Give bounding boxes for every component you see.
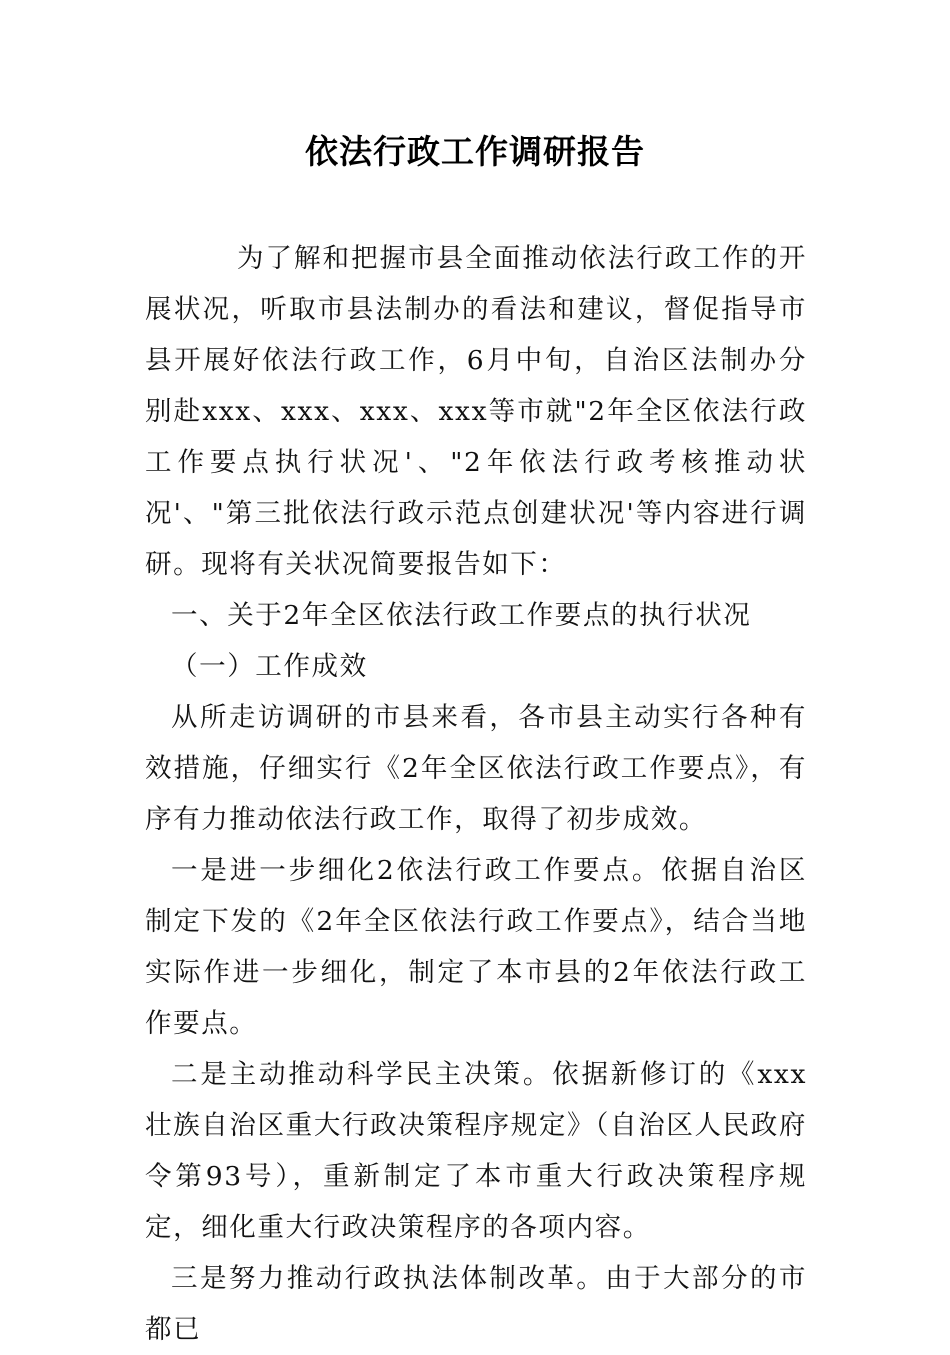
paragraph-achievements: 从所走访调研的市县来看，各市县主动实行各种有效措施，仔细实行《2年全区依法行政工作要点》，有序有力推动依法行政工作，取得了初步成效。	[145, 702, 807, 835]
paragraph-point-3: 三是努力推动行政执法体制改革。由于大部分的市都已	[145, 1263, 807, 1345]
subsection-heading-1: （一）工作成效	[171, 651, 368, 682]
document-title: 依法行政工作调研报告	[305, 132, 645, 171]
document-body	[145, 233, 807, 1355]
section-heading-1: 一、关于2年全区依法行政工作要点的执行状况	[171, 600, 752, 631]
paragraph-point-2: 二是主动推动科学民主决策。依据新修订的《xxx壮族自治区重大行政决策程序规定》（自治区人民政府令第93号），重新制定了本市重大行政决策程序规定，细化重大行政决策程序的各项内容。	[145, 1059, 807, 1243]
paragraph-intro: 为了解和把握市县全面推动依法行政工作的开展状况，听取市县法制办的看法和建议，督促指导市县开展好依法行政工作，6月中旬，自治区法制办分别赴xxx、xxx、xxx、xxx等市就"2年全区依法行政工作要点执行状况'、"2年依法行政考核推动状况'、"第三批依法行政示范点创建状况'等内容进行调研。现将有关状况简要报告如下：	[145, 243, 807, 580]
paragraph-point-1: 一是进一步细化2依法行政工作要点。依据自治区制定下发的《2年全区依法行政工作要点》，结合当地实际作进一步细化，制定了本市县的2年依法行政工作要点。	[145, 855, 807, 1039]
